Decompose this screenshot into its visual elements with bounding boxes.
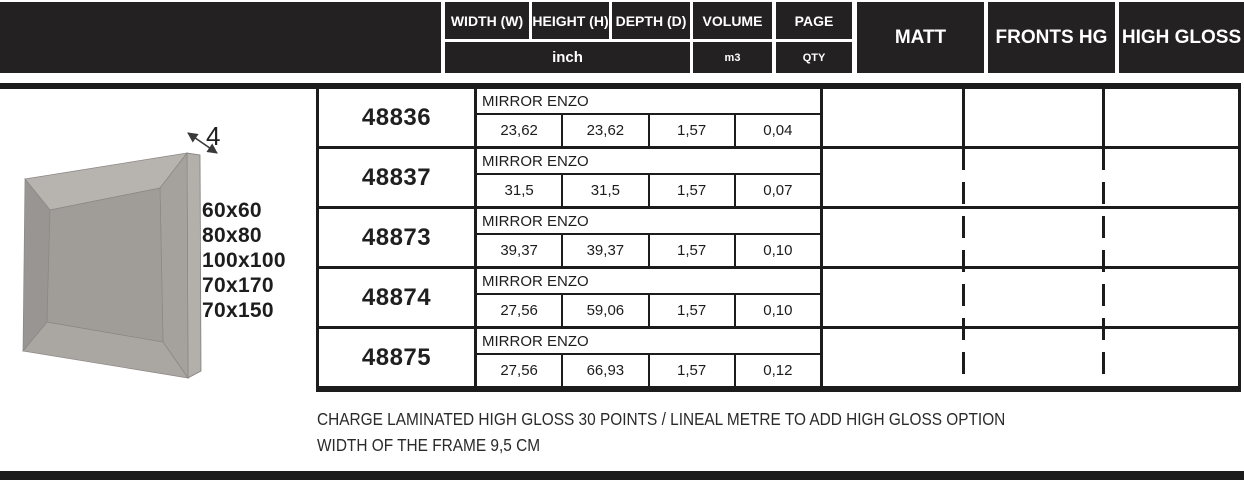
matt-price-cell — [823, 329, 962, 386]
product-dimensions — [477, 235, 820, 266]
table-row — [319, 329, 1238, 389]
product-name: MIRROR ENZO — [477, 329, 820, 355]
matt-price-cell — [823, 149, 962, 206]
volume-value: 0,10 — [763, 302, 793, 319]
fronts-hg-price-cell — [962, 209, 1102, 266]
product-name: MIRROR ENZO — [477, 269, 820, 295]
product-name: MIRROR ENZO — [477, 89, 820, 115]
col-header-height: HEIGHT (H) — [532, 2, 609, 39]
frame-inner-panel — [47, 188, 163, 342]
volume-value: 0,07 — [763, 182, 793, 199]
unit-header-inch: inch — [445, 42, 690, 73]
depth-value: 1,57 — [650, 235, 736, 266]
fronts-hg-price-cell — [962, 89, 1102, 146]
high-gloss-price-cell — [1102, 329, 1238, 386]
fronts-hg-price-cell — [962, 269, 1102, 326]
col-header-high-gloss: HIGH GLOSS — [1119, 2, 1244, 73]
product-code: 48875 — [319, 329, 477, 386]
fronts-hg-price-cell — [962, 149, 1102, 206]
height-value: 59,06 — [563, 295, 649, 326]
col-header-fronts-hg: FRONTS HG — [988, 2, 1115, 73]
unit-header-m3: m3 — [693, 42, 772, 73]
size-option: 100x100 — [202, 249, 286, 272]
footnote-frame-width: WIDTH OF THE FRAME 9,5 CM — [317, 435, 541, 455]
product-image — [10, 100, 230, 390]
product-code: 48874 — [319, 269, 477, 326]
product-code: 48836 — [319, 89, 477, 146]
width-value: 27,56 — [477, 355, 563, 386]
column-rule-high-gloss — [1102, 148, 1105, 386]
volume-value: 0,04 — [763, 122, 793, 139]
high-gloss-price-cell — [1102, 149, 1238, 206]
product-name: MIRROR ENZO — [477, 149, 820, 175]
table-row — [319, 269, 1238, 329]
product-dimensions — [477, 115, 820, 146]
depth-value: 1,57 — [650, 115, 736, 146]
product-name: MIRROR ENZO — [477, 209, 820, 235]
fronts-hg-price-cell — [962, 329, 1102, 386]
footnotes — [317, 406, 1099, 458]
table-row — [319, 209, 1238, 269]
depth-value: 1,57 — [650, 355, 736, 386]
product-specs — [477, 329, 823, 386]
product-dimensions — [477, 175, 820, 206]
col-header-page: PAGE — [776, 2, 852, 39]
matt-price-cell — [823, 209, 962, 266]
depth-value: 1,57 — [650, 175, 736, 206]
volume-value: 0,10 — [763, 242, 793, 259]
height-value: 31,5 — [563, 175, 649, 206]
bottom-divider-bar — [0, 471, 1244, 480]
product-dimensions — [477, 355, 820, 386]
matt-price-cell — [823, 269, 962, 326]
footnote-charge: CHARGE LAMINATED HIGH GLOSS 30 POINTS / LINEAL METRE TO ADD HIGH GLOSS OPTION — [317, 409, 1006, 429]
header-blank-block — [0, 2, 441, 73]
width-value: 27,56 — [477, 295, 563, 326]
height-value: 23,62 — [563, 115, 649, 146]
col-header-volume: VOLUME — [693, 2, 772, 39]
product-code: 48873 — [319, 209, 477, 266]
product-specs — [477, 89, 823, 146]
table-row — [319, 149, 1238, 209]
size-option: 80x80 — [202, 224, 262, 247]
products-table — [316, 89, 1241, 392]
frame-side-face — [187, 153, 201, 378]
matt-price-cell — [823, 89, 962, 146]
col-header-width: WIDTH (W) — [445, 2, 529, 39]
size-option: 70x150 — [202, 299, 274, 322]
product-specs — [477, 209, 823, 266]
product-code: 48837 — [319, 149, 477, 206]
depth-dimension-value: 4 — [206, 121, 221, 151]
available-sizes-list — [202, 198, 286, 323]
high-gloss-price-cell — [1102, 269, 1238, 326]
depth-value: 1,57 — [650, 295, 736, 326]
col-header-depth: DEPTH (D) — [612, 2, 690, 39]
size-option: 60x60 — [202, 199, 262, 222]
product-specs — [477, 269, 823, 326]
height-value: 66,93 — [563, 355, 649, 386]
height-value: 39,37 — [563, 235, 649, 266]
col-header-matt: MATT — [857, 2, 984, 73]
high-gloss-price-cell — [1102, 89, 1238, 146]
width-value: 39,37 — [477, 235, 563, 266]
table-row — [319, 89, 1238, 149]
product-dimensions — [477, 295, 820, 326]
volume-value: 0,12 — [763, 362, 793, 379]
column-rule-fronts-hg — [962, 148, 965, 386]
size-option: 70x170 — [202, 274, 274, 297]
high-gloss-price-cell — [1102, 209, 1238, 266]
product-specs — [477, 149, 823, 206]
unit-header-qty: QTY — [776, 42, 852, 73]
width-value: 31,5 — [477, 175, 563, 206]
width-value: 23,62 — [477, 115, 563, 146]
